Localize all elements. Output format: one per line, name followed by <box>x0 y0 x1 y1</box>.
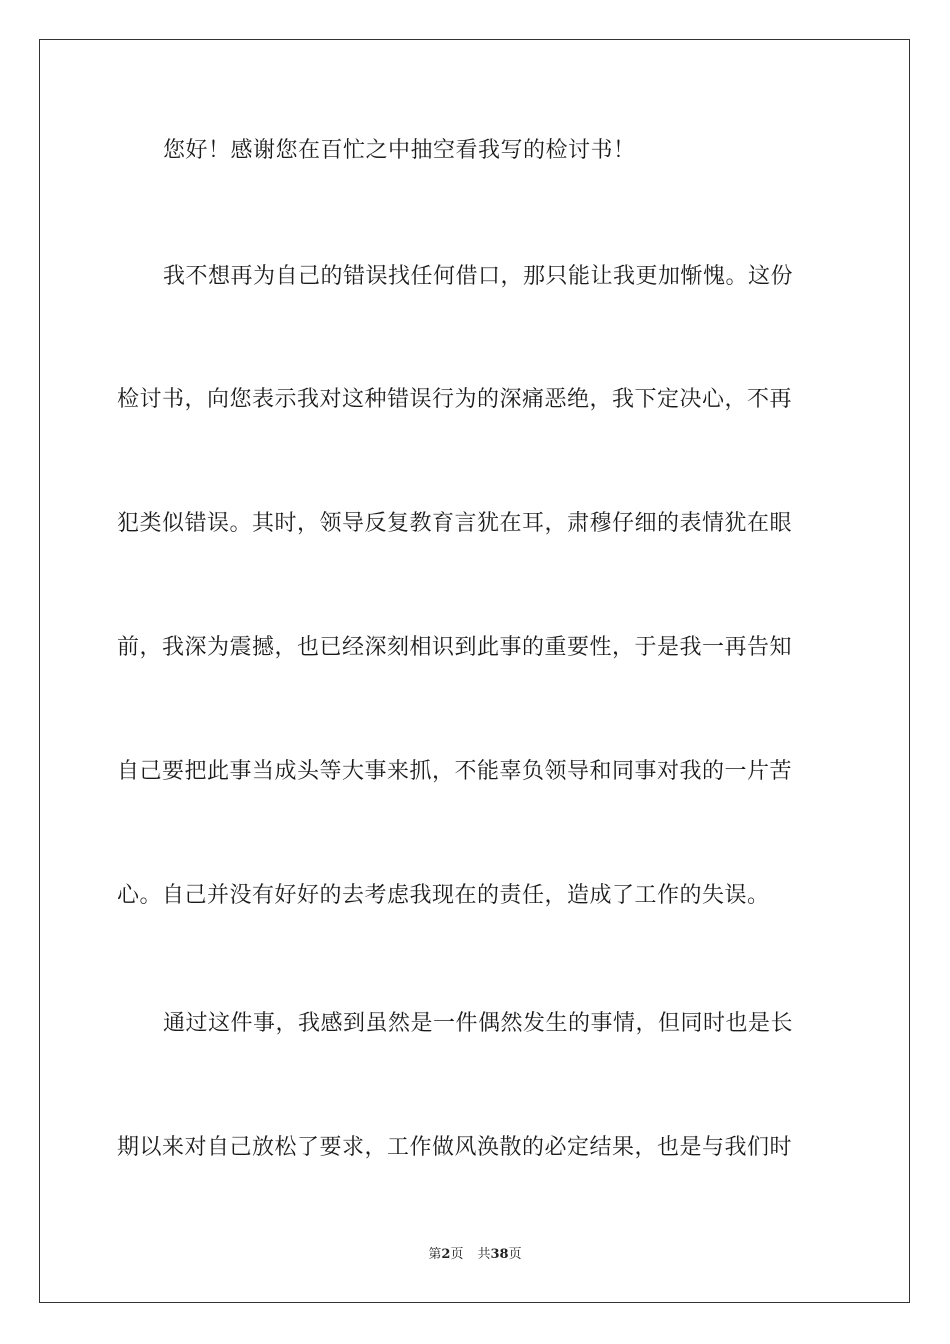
total-prefix: 共 <box>477 1247 491 1262</box>
page-number: 2 <box>441 1247 451 1262</box>
text-line: 期以来对自己放松了要求，工作做风涣散的必定结果，也是与我们时 <box>117 1135 793 1160</box>
page-suffix: 页 <box>450 1247 464 1262</box>
text-line: 通过这件事，我感到虽然是一件偶然发生的事情，但同时也是长 <box>163 1011 794 1036</box>
text-line: 犯类似错误。其时，领导反复教育言犹在耳，肃穆仔细的表情犹在眼 <box>117 511 793 536</box>
text-line: 前，我深为震撼，也已经深刻相识到此事的重要性，于是我一再告知 <box>117 635 793 660</box>
total-pages: 38 <box>490 1247 509 1262</box>
text-line: 检讨书，向您表示我对这种错误行为的深痛恶绝，我下定决心，不再 <box>117 387 793 412</box>
page-prefix: 第 <box>428 1247 442 1262</box>
text-line: 自己要把此事当成头等大事来抓，不能辜负领导和同事对我的一片苦 <box>117 759 793 784</box>
text-line: 心。自己并没有好好的去考虑我现在的责任，造成了工作的失误。 <box>117 883 770 908</box>
text-line: 我不想再为自己的错误找任何借口，那只能让我更加惭愧。这份 <box>163 264 794 289</box>
page-footer <box>0 1246 950 1264</box>
total-suffix: 页 <box>508 1247 522 1262</box>
text-line: 您好！感谢您在百忙之中抽空看我写的检讨书！ <box>163 138 636 163</box>
page-frame <box>39 39 910 1303</box>
